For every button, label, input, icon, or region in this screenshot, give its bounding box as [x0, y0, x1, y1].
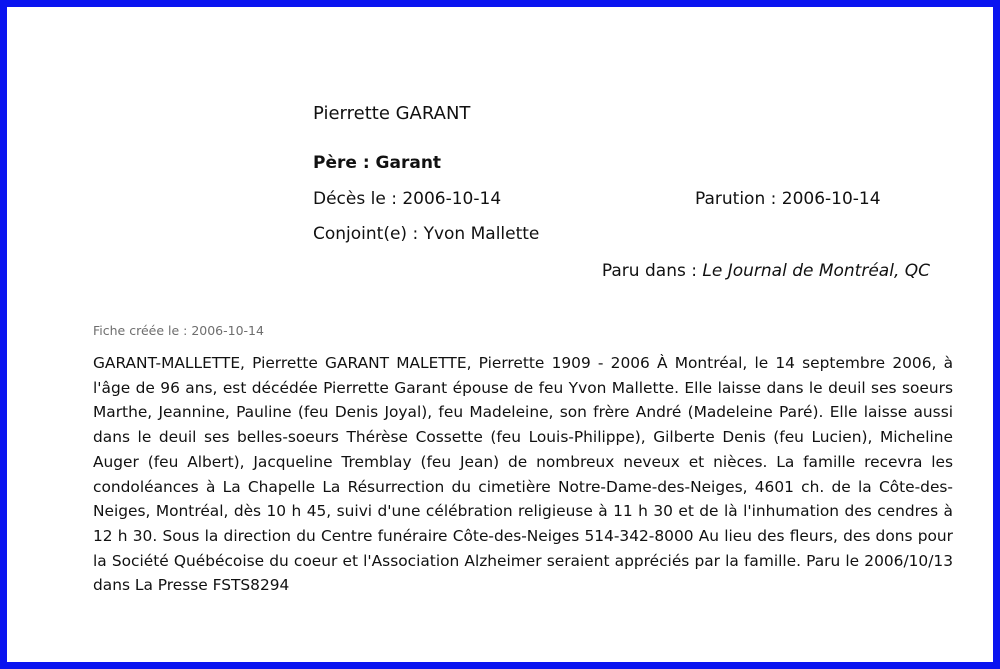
obituary-text: GARANT-MALLETTE, Pierrette GARANT MALETTE, Pierrette 1909 - 2006 À Montréal, le 14 septembre 2006, à l'âge de 96 ans, est décédée Pierrette Garant épouse de feu Yvon Mallette. Elle laisse dans le deuil ses soeurs Marthe, Jeannine, Pauline (feu Denis Joyal), feu Madeleine, son frère André (Madeleine Paré). Elle laisse aussi dans le deuil ses belles-soeurs Thérèse Cossette (feu Louis-Philippe), Gilberte Denis (feu Lucien), Micheline Auger (feu Albert), Jacqueline Tremblay (feu Jean) de nombreux neveux et nièces. La famille recevra les condoléances à La Chapelle La Résurrection du cimetière Notre-Dame-des-Neiges, 4601 ch. de la Côte-des-Neiges, Montréal, dès 10 h 45, suivi d'une célébration religieuse à 11 h 30 et de là l'inhumation des cendres à 12 h 30. Sous la direction du Centre funéraire Côte-des-Neiges 514-342-8000 Au lieu des fleurs, des dons pour la Société Québécoise du coeur et l'Association Alzheimer seraient appréciés par la famille. Paru le 2006/10/13 dans La Presse FSTS8294	[93, 354, 953, 595]
spouse-name: Conjoint(e) : Yvon Mallette	[313, 224, 540, 244]
father-name: Père : Garant	[313, 153, 442, 173]
publication-source	[602, 261, 930, 281]
deceased-name: Pierrette GARANT	[313, 103, 471, 124]
source-label: Paru dans :	[601, 261, 703, 281]
death-date: Décès le : 2006-10-14	[313, 189, 502, 209]
publication-date: Parution : 2006-10-14	[695, 189, 881, 209]
source-newspaper: Le Journal de Montréal, QC	[702, 261, 930, 281]
record-created-date: Fiche créée le : 2006-10-14	[93, 323, 264, 338]
